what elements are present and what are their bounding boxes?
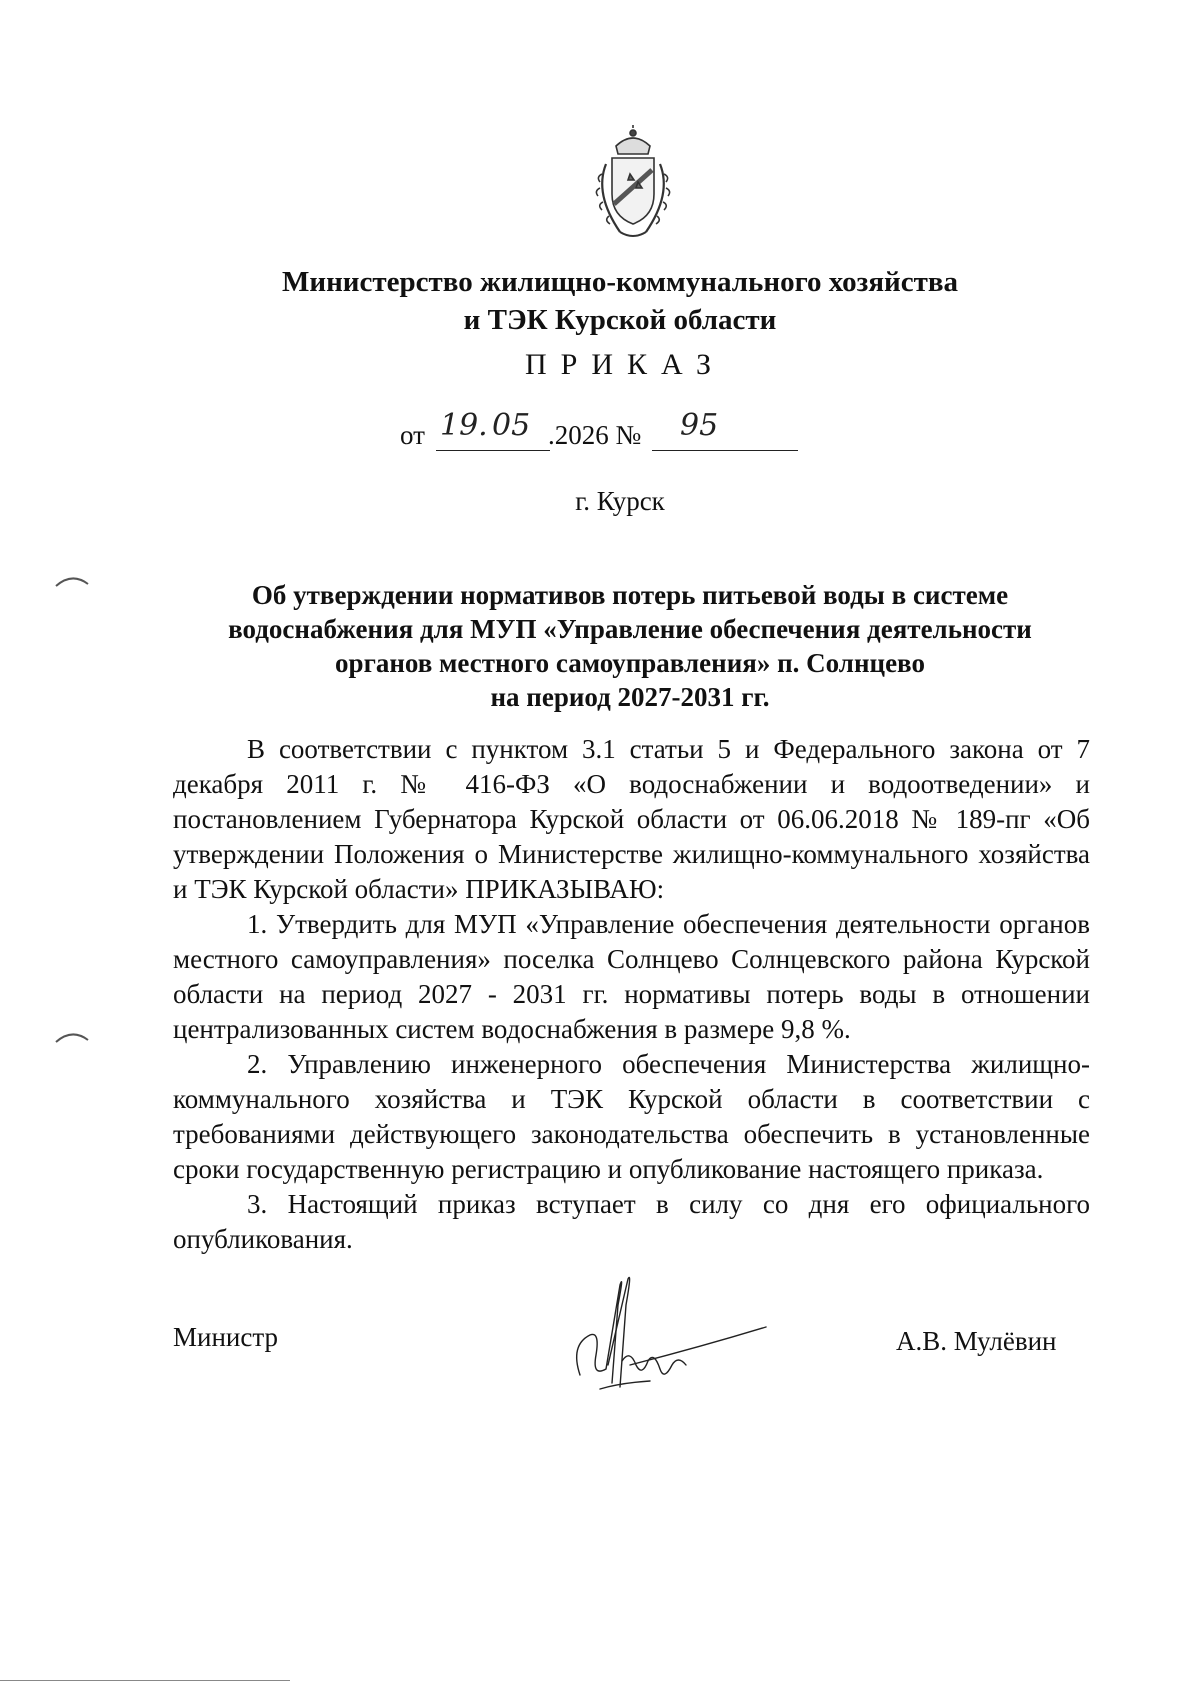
date-prefix: от: [400, 420, 425, 450]
subject-line-1: Об утверждении нормативов потерь питьевой воды в системе: [251, 580, 1009, 610]
scan-edge-line: [0, 1680, 290, 1681]
order-item-3: 3. Настоящий приказ вступает в силу со дня его официального опубликования.: [173, 1189, 1090, 1254]
subject-line-4: на период 2027-2031 гг.: [490, 682, 770, 712]
date-underline: [436, 450, 550, 451]
order-item-2: 2. Управлению инженерного обеспечения Министерства жилищно-коммунального хозяйства и ТЭК Курской области в соответствии с требованиями действующего законодательства обеспечить в установленные сроки государственную регистрацию и опубликование настоящего приказа.: [173, 1049, 1090, 1184]
date-year: .2026 №: [548, 420, 642, 450]
punch-hole-mark: [54, 1030, 90, 1044]
subject-line-3: органов местного самоуправления» п. Солнцево: [335, 648, 925, 678]
ministry-line-2: и ТЭК Курской области: [463, 304, 777, 336]
kursk-coat-of-arms-icon: [576, 124, 690, 244]
city-line: г. Курск: [575, 486, 665, 516]
subject-line-2: водоснабжения для МУП «Управление обеспечения деятельности: [228, 614, 1032, 644]
order-title: ПРИКАЗ: [525, 348, 725, 381]
number-underline: [652, 450, 798, 451]
preamble-paragraph: В соответствии с пунктом 3.1 статьи 5 и Федерального закона от 7 декабря 2011 г. № 416-ФЗ «О водоснабжении и водоотведении» и постановлением Губернатора Курской области от 06.06.2018 № 189-пг «Об утверждении Положения о Министерстве жилищно-коммунального хозяйства и ТЭК Курской области» ПРИКАЗЫВАЮ:: [173, 734, 1090, 904]
order-item-1: 1. Утвердить для МУП «Управление обеспечения деятельности органов местного самоуправления» поселка Солнцево Солнцевского района Курской области на период 2027 - 2031 гг. нормативы потерь воды в отношении централизованных систем водоснабжения в размере 9,8 %.: [173, 909, 1090, 1044]
signer-name: А.В. Мулёвин: [896, 1326, 1057, 1356]
order-body: [173, 732, 1090, 1257]
ministry-heading: [250, 263, 990, 339]
punch-hole-mark: [54, 574, 90, 588]
order-subject: [190, 578, 1070, 714]
order-dateline: [400, 408, 870, 458]
date-month: 05: [492, 408, 531, 443]
ministry-line-1: Министерство жилищно-коммунального хозяйства: [282, 266, 958, 298]
signer-title: Министр: [173, 1322, 278, 1352]
order-number: 95: [680, 408, 719, 443]
handwritten-signature-icon: [560, 1265, 770, 1405]
date-day: 19.: [440, 408, 488, 443]
